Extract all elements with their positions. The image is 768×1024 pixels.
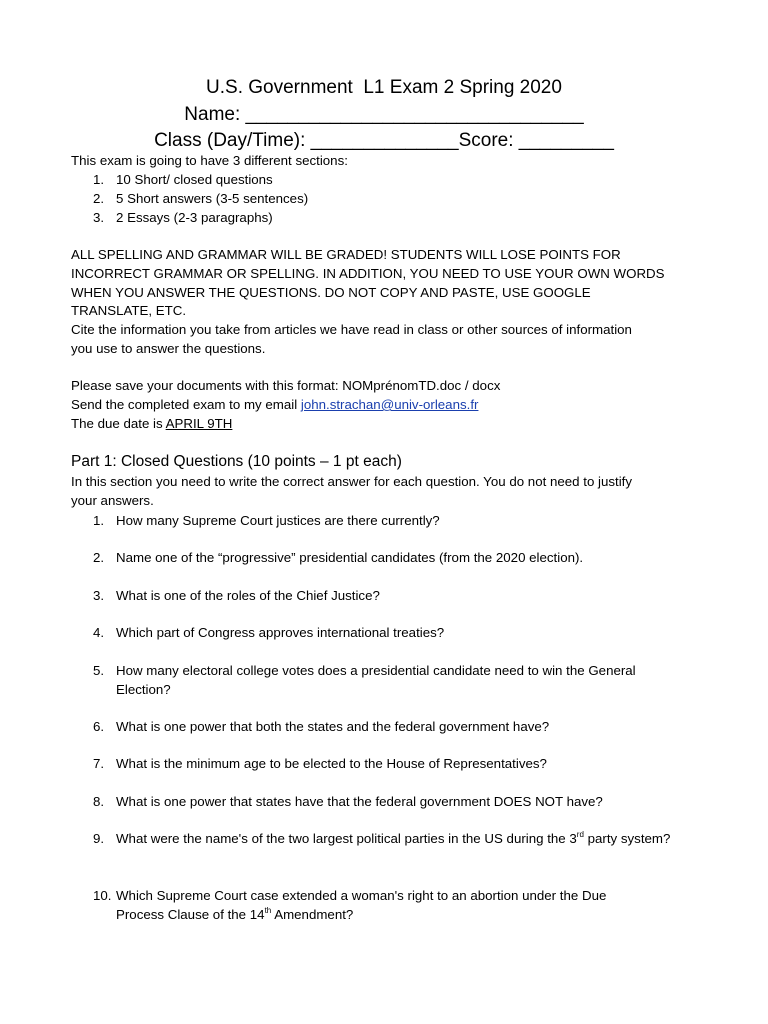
- class-score-line: Class (Day/Time): ______________Score: _________: [154, 130, 614, 151]
- question-item: 8. What is one power that states have that the federal government DOES NOT have?: [93, 794, 603, 809]
- question-item: 1. How many Supreme Court justices are there currently?: [93, 513, 440, 528]
- section-item: 1. 10 Short/ closed questions: [93, 172, 273, 187]
- save-format-text: Please save your documents with this format: NOMprénomTD.doc / docx: [71, 378, 501, 393]
- question-item: 10. Which Supreme Court case extended a woman's right to an abortion under the Due Process Clause of the 14th Amendment?: [93, 888, 607, 922]
- cite-line: Cite the information you take from articles we have read in class or other sources of information: [71, 322, 632, 337]
- section-item: 2. 5 Short answers (3-5 sentences): [93, 191, 309, 206]
- part1-instructions: your answers.: [71, 493, 154, 508]
- intro-text: This exam is going to have 3 different sections:: [71, 153, 348, 168]
- question-item: 6. What is one power that both the states and the federal government have?: [93, 719, 550, 734]
- part1-instructions: In this section you need to write the correct answer for each question. You do not need to justify: [71, 474, 633, 489]
- question-item: 3. What is one of the roles of the Chief Justice?: [93, 588, 380, 603]
- warning-line: WHEN YOU ANSWER THE QUESTIONS. DO NOT COPY AND PASTE, USE GOOGLE: [71, 285, 591, 300]
- due-date: APRIL 9TH: [165, 416, 233, 431]
- question-item: 2. Name one of the “progressive” presidential candidates (from the 2020 election).: [93, 550, 584, 565]
- question-item: 5. How many electoral college votes does a presidential candidate need to win the General Election?: [93, 663, 636, 697]
- send-email-line: Send the completed exam to my email john.strachan@univ-orleans.fr: [71, 397, 479, 412]
- part1-title: Part 1: Closed Questions (10 points – 1 pt each): [71, 453, 402, 470]
- warning-line: ALL SPELLING AND GRAMMAR WILL BE GRADED! STUDENTS WILL LOSE POINTS FOR: [71, 247, 621, 262]
- question-item: 9. What were the name's of the two largest political parties in the US during the 3rd party system?: [93, 830, 671, 846]
- section-item: 3. 2 Essays (2-3 paragraphs): [93, 210, 273, 225]
- due-date-line: The due date is APRIL 9TH: [71, 416, 233, 431]
- warning-line: TRANSLATE, ETC.: [71, 303, 187, 318]
- question-item: 4. Which part of Congress approves international treaties?: [93, 625, 445, 640]
- name-line: Name: ________________________________: [184, 104, 584, 125]
- email-link[interactable]: john.strachan@univ-orleans.fr: [300, 397, 479, 412]
- warning-line: INCORRECT GRAMMAR OR SPELLING. IN ADDITION, YOU NEED TO USE YOUR OWN WORDS: [71, 266, 665, 281]
- question-item: 7. What is the minimum age to be elected to the House of Representatives?: [93, 756, 547, 771]
- cite-line: you use to answer the questions.: [71, 341, 266, 356]
- exam-title: U.S. Government L1 Exam 2 Spring 2020: [206, 77, 562, 98]
